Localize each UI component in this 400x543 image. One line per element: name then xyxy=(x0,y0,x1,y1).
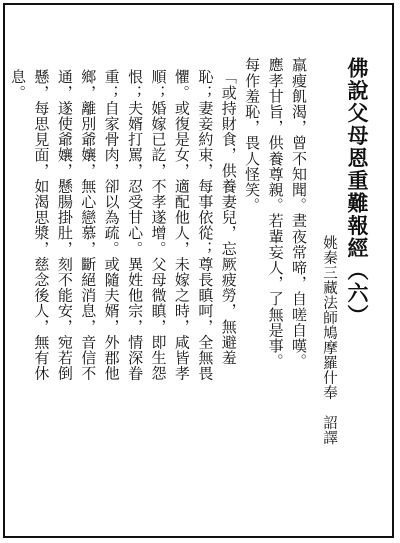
text-line-2: 應孝甘旨，供養尊親。若輩妄人，了無是事。 xyxy=(266,57,285,369)
text-line-10: 鄉，離別爺孃，無心戀慕，斷絕消息，音信不 xyxy=(79,69,98,381)
text-line-4: 「或持財食，供養妻兒，忘厥疲勞，無避羞 xyxy=(219,69,238,366)
sutra-title: 佛說父母恩重難報經（六） xyxy=(345,57,370,327)
text-line-7: 順；婚嫁已訖，不孝遂增。父母微瞋，即生怨 xyxy=(149,69,168,381)
scripture-page xyxy=(3,3,394,538)
text-line-6: 懼。或復是女，適配他人，未嫁之時，咸皆孝 xyxy=(172,69,191,381)
text-line-11: 通，遂使爺孃，懸腸掛肚，刻不能安，宛若倒 xyxy=(55,69,74,381)
text-line-9: 重；自家骨肉，卻以為疏。或隨夫婿，外郡他 xyxy=(102,69,121,381)
translator-attribution: 姚秦三藏法師鳩摩羅什奉 詔譯 xyxy=(321,235,337,445)
text-line-12: 懸，每思見面，如渴思漿，慈念後人，無有休 xyxy=(32,69,51,381)
text-line-1: 羸瘦飢渴，曾不知聞。晝夜常啼，自嗟自嘆。 xyxy=(290,57,308,369)
text-line-5: 恥；妻妾約束，每事依從；尊長瞋呵，全無畏 xyxy=(196,69,215,381)
text-line-3: 每作羞恥，畏人怪笑。 xyxy=(243,57,262,213)
text-line-8: 恨；夫婿打罵，忍受甘心。異姓他宗，情深眷 xyxy=(126,69,145,381)
text-line-13: 息。 xyxy=(9,69,27,101)
